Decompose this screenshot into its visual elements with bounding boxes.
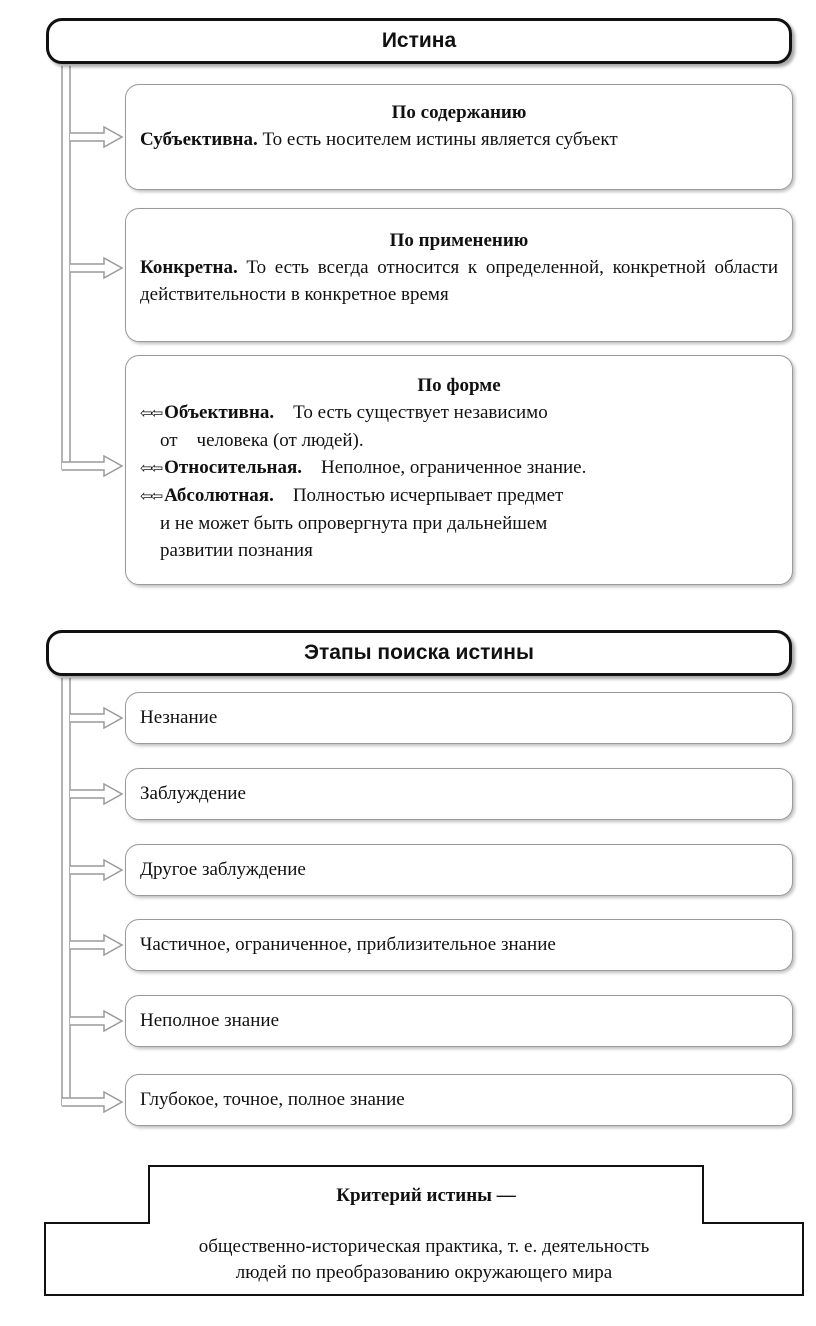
stage-box <box>125 1074 793 1126</box>
criterion-joint <box>150 1220 702 1224</box>
arrow-to-form <box>62 456 122 476</box>
card-by-content-title: По содержанию <box>391 102 527 123</box>
card-by-content-body <box>126 126 792 153</box>
stages-header <box>46 630 792 676</box>
stage-label: Другое заблуждение <box>140 859 306 880</box>
card-by-content <box>125 84 793 190</box>
stage-label: Частичное, ограниченное, приблизительное знание <box>140 934 556 955</box>
truth-title: Истина <box>381 29 457 52</box>
criterion-title: Критерий истины — <box>336 1185 516 1206</box>
criterion-title-box <box>148 1165 704 1225</box>
stage-box <box>125 844 793 896</box>
arrow-to-content <box>70 127 122 147</box>
term-objective: Объективна. <box>164 402 275 423</box>
criterion-line-1: общественно-историческая практика, т. е. деятельность <box>198 1236 650 1257</box>
term-relative: Относительная. <box>164 457 303 478</box>
stage-label: Глубокое, точное, полное знание <box>140 1089 405 1110</box>
term-concrete: Конкретна. <box>140 257 238 278</box>
stage-box <box>125 995 793 1047</box>
text-concrete: То есть всегда относится к определенной, конкретной области действительности в конкретное время <box>140 257 778 305</box>
card-by-form-title: По форме <box>417 375 501 396</box>
stage-label: Заблуждение <box>140 783 246 804</box>
stage-label: Неполное знание <box>140 1010 280 1031</box>
card-by-application <box>125 208 793 342</box>
form-item-objective <box>126 399 792 427</box>
stage-box <box>125 692 793 744</box>
arrow-to-stage-3 <box>70 860 122 880</box>
form-item-relative <box>126 454 792 482</box>
truth-header <box>46 18 792 64</box>
arrow-to-application <box>70 258 122 278</box>
text-absolute: Полностью исчерпывает предмет <box>292 485 564 506</box>
criterion-definition-box <box>44 1222 804 1296</box>
arrow-to-stage-6 <box>62 1092 122 1112</box>
criterion-line-2: людей по преобразованию окружающего мира <box>235 1262 613 1283</box>
text-objective: То есть существует независимо <box>293 402 548 423</box>
term-absolute: Абсолютная. <box>164 485 274 506</box>
stage-box <box>125 768 793 820</box>
form-item-objective-cont: от человека (от людей). <box>160 430 364 451</box>
arrow-to-stage-4 <box>70 935 122 955</box>
stage-label: Незнание <box>140 707 218 728</box>
double-arrow-left-icon: ⇦⇦ <box>140 404 162 422</box>
term-subjective: Субъективна. <box>140 129 258 150</box>
text-relative: Неполное, ограниченное знание. <box>321 457 587 478</box>
card-by-form <box>125 355 793 585</box>
form-item-absolute <box>126 482 792 510</box>
form-item-absolute-cont2: развитии познания <box>160 540 313 561</box>
form-item-absolute-cont: и не может быть опровергнута при дальнейшем <box>160 513 548 534</box>
arrow-to-stage-5 <box>70 1011 122 1031</box>
card-by-application-body <box>126 254 792 308</box>
stage-box <box>125 919 793 971</box>
arrow-to-stage-1 <box>70 708 122 728</box>
card-by-application-title: По применению <box>389 230 529 251</box>
arrow-to-stage-2 <box>70 784 122 804</box>
double-arrow-left-icon: ⇦⇦ <box>140 459 162 477</box>
text-subjective: То есть носителем истины является субъект <box>257 129 618 150</box>
stages-title: Этапы поиска истины <box>304 641 534 664</box>
double-arrow-left-icon: ⇦⇦ <box>140 487 162 505</box>
